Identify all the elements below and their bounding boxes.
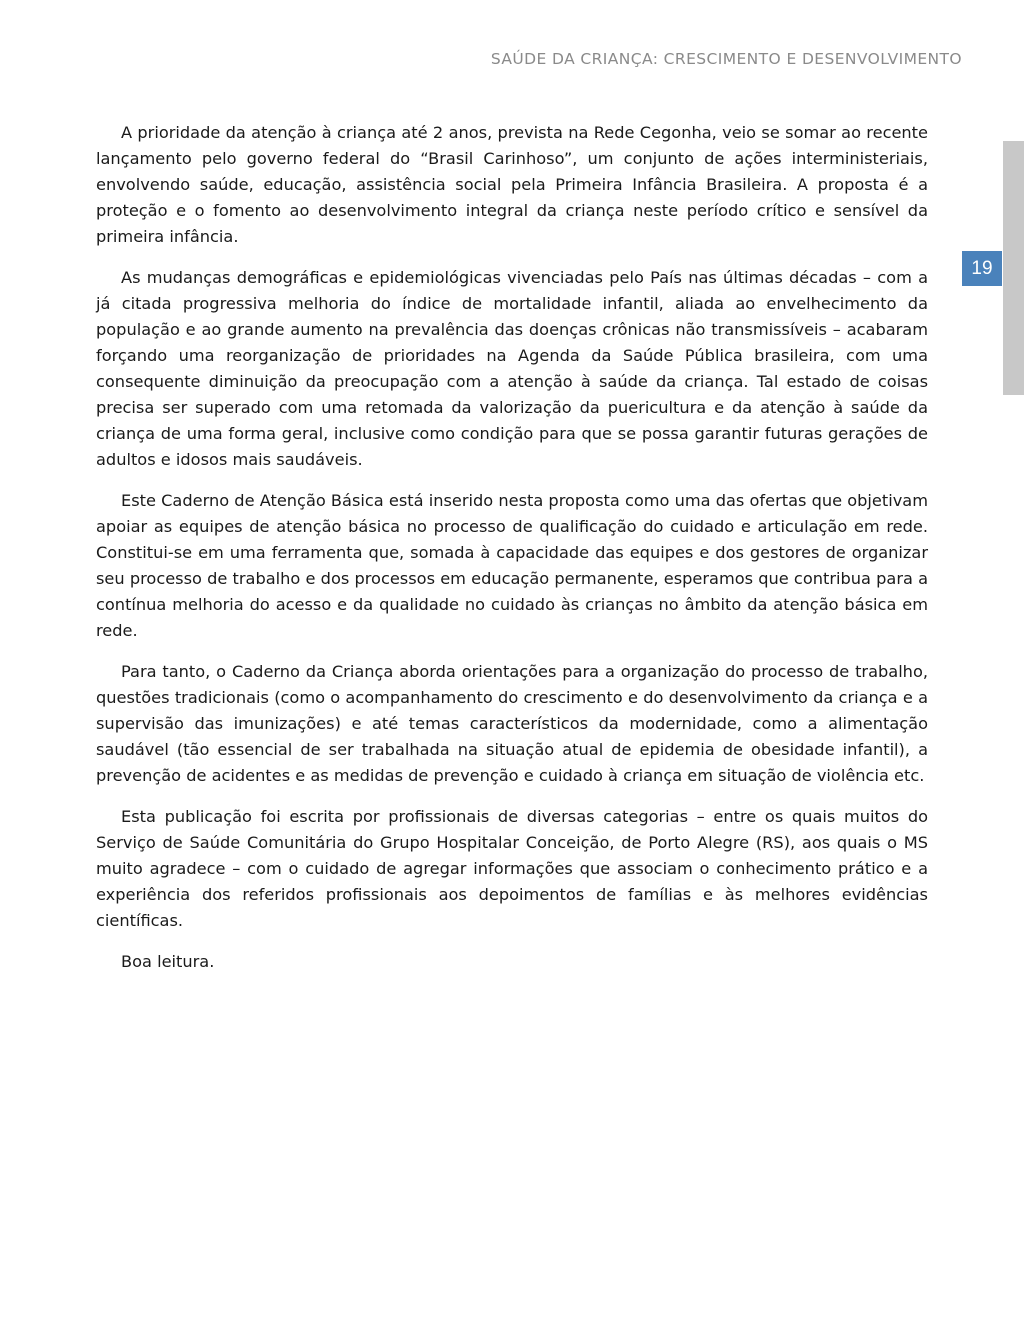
side-tab [1003, 141, 1024, 395]
running-header: SAÚDE DA CRIANÇA: CRESCIMENTO E DESENVOLVIMENTO [490, 50, 962, 68]
paragraph: As mudanças demográficas e epidemiológicas vivenciadas pelo País nas últimas décadas – com a já citada progressiva melhoria do índice de mortalidade infantil, aliada ao envelhecimento da população e ao grande aumento na prevalência das doenças crônicas não transmissíveis – acabaram forçando uma reorganização de prioridades na Agenda da Saúde Pública brasileira, com uma consequente diminuição da preocupação com a atenção à saúde da criança. Tal estado de coisas precisa ser superado com uma retomada da valorização da puericultura e da atenção à saúde da criança de uma forma geral, inclusive como condição para que se possa garantir futuras gerações de adultos e idosos mais saudáveis. [96, 268, 928, 469]
body-text [96, 120, 928, 990]
paragraph-closing: Boa leitura. [121, 952, 215, 971]
page-number: 19 [962, 251, 1002, 286]
paragraph: Este Caderno de Atenção Básica está inserido nesta proposta como uma das ofertas que objetivam apoiar as equipes de atenção básica no processo de qualificação do cuidado e articulação em rede. Constitui-se em uma ferramenta que, somada à capacidade das equipes e dos gestores de organizar seu processo de trabalho e dos processos em educação permanente, esperamos que contribua para a contínua melhoria do acesso e da qualidade no cuidado às crianças no âmbito da atenção básica em rede. [96, 491, 928, 640]
paragraph: Para tanto, o Caderno da Criança aborda orientações para a organização do processo de trabalho, questões tradicionais (como o acompanhamento do crescimento e do desenvolvimento da criança e a supervisão das imunizações) e até temas característicos da modernidade, como a alimentação saudável (tão essencial de ser trabalhada na situação atual de epidemia de obesidade infantil), a prevenção de acidentes e as medidas de prevenção e cuidado à criança em situação de violência etc. [96, 662, 928, 785]
paragraph: Esta publicação foi escrita por profissionais de diversas categorias – entre os quais muitos do Serviço de Saúde Comunitária do Grupo Hospitalar Conceição, de Porto Alegre (RS), aos quais o MS muito agradece – com o cuidado de agregar informações que associam o conhecimento prático e a experiência dos referidos profissionais aos depoimentos de famílias e às melhores evidências científicas. [96, 807, 928, 930]
paragraph: A prioridade da atenção à criança até 2 anos, prevista na Rede Cegonha, veio se somar ao recente lançamento pelo governo federal do “Brasil Carinhoso”, um conjunto de ações interministeriais, envolvendo saúde, educação, assistência social pela Primeira Infância Brasileira. A proposta é a proteção e o fomento ao desenvolvimento integral da criança neste período crítico e sensível da primeira infância. [96, 123, 928, 246]
